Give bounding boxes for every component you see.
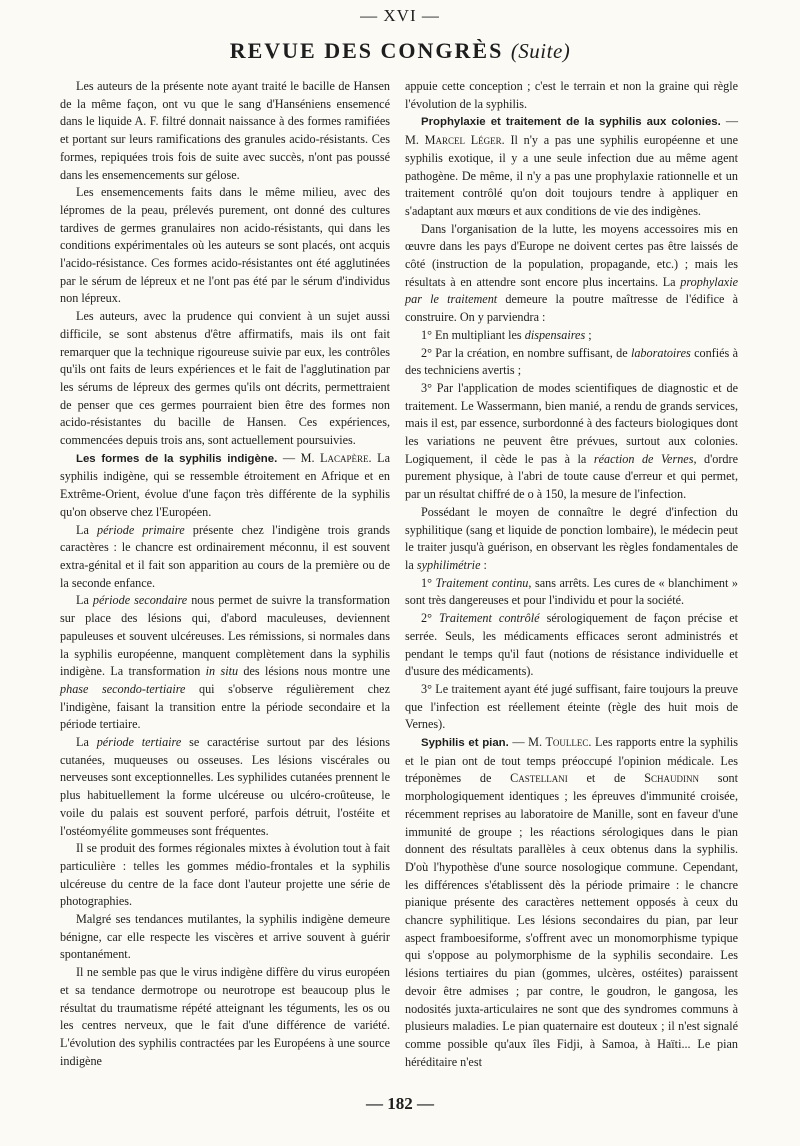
section-heading: Prophylaxie et traitement de la syphilis aux colonies. <box>421 116 721 129</box>
paragraph <box>60 734 390 840</box>
emphasis: réaction de Vernes <box>593 451 694 466</box>
paragraph: appuie cette conception ; c'est le terrain et non la graine qui règle l'évolution de la syphilis. <box>405 79 738 111</box>
right-column <box>405 78 738 1071</box>
paragraph: Il ne semble pas que le virus indigène diffère du virus européen et sa tendance dermotrope ou neurotrope est beaucoup plus le résultat du traumatisme répété atteignant les téguments, les os ou les centres nerveux, que le fait d'une différence de variété. L'évolution des syphilis contractées par les Européens à une source indigène <box>60 965 390 1068</box>
emphasis: dispensaires <box>524 327 586 342</box>
text: et de <box>586 771 626 786</box>
text: présente chez l'indigène trois grands caractères : le chancre est ordinairement méconnu, il est souvent extra-génital et il fait son apparition au cours de la première ou de la seconde enfance. <box>60 522 391 590</box>
emphasis: phase secondo-tertiaire <box>60 681 186 696</box>
emphasis: Traitement continu <box>435 575 529 590</box>
text: La <box>76 735 89 750</box>
title-suffix: (Suite) <box>510 39 571 63</box>
emphasis: période tertiaire <box>96 735 182 750</box>
text: 1° <box>421 575 432 590</box>
text: 1° En multipliant les <box>421 327 522 342</box>
list-item <box>405 345 738 380</box>
emphasis: Traitement contrôlé <box>439 611 540 626</box>
paragraph: Les ensemencements faits dans le même milieu, avec des lépromes de la peau, prélevés purement, ont donné des cultures tardives de germes granulaires non acido-résistants, qui dans les conditions expérimentales où les auteurs se sont placés, ont acquis l'acido-résistance. Ces formes acido-résistantes ont été agglutinées par le sérum de lépreux et ne l'ont pas été par le sérum d'individus non lépreux. <box>60 185 390 306</box>
section-prophylaxie <box>405 113 738 220</box>
section-heading: Syphilis et pian. <box>421 737 509 750</box>
page-roman-number: — XVI — <box>360 6 440 25</box>
text: Dans l'organisation de la lutte, les moyens accessoires mis en œuvre dans les pays d'Europe ne doivent certes pas être laissés de côté (instruction de la population, propagande, etc.) ; mais les résultats à en attendre sont encore plus incertains. La <box>405 221 738 289</box>
author-name: Schaudinn <box>644 771 699 786</box>
emphasis: période secondaire <box>92 593 188 608</box>
text: 2° Par la création, en nombre suffisant, de <box>421 345 628 360</box>
emphasis: prophylaxie par le traitement <box>405 274 738 307</box>
text: , sans arrêts. Les cures de « blanchiment » sont très dangereuses et pour l'individu et pour la société. <box>405 575 739 608</box>
text: La <box>76 522 89 537</box>
paragraph: Les auteurs, avec la prudence qui convient à un sujet aussi difficile, se sont abstenus d'être affirmatifs, mais ils ont fait remarquer que la technique rigoureuse suivie par eux, les contrôles qu'ils ont faits de leurs expériences et le fait de l'agglutination par les sérums de lépreux des germes qu'ils ont décrits, permettraient de penser que ces germes pourraient bien être des formes non acido-résistantes du bacille de Hansen. Ces expériences, commencées depuis trois ans, sont actuellement poursuivies. <box>60 309 390 448</box>
section-author: — M. Marcel Léger. <box>405 114 738 148</box>
author-name: Castellani <box>510 771 568 786</box>
section-author: — M. Toullec. <box>512 735 592 750</box>
list-item <box>405 380 738 504</box>
emphasis: syphilimétrie <box>416 557 481 572</box>
emphasis: période primaire <box>97 522 185 537</box>
text: se caractérise surtout par des lésions cutanées, muqueuses ou osseuses. Les lésions viscérales ou nerveuses sont exceptionnelles. Les syphilides cutanées prennent le plus habituellement la forme ulcéreuse ou ulcéro-croûteuse, le voile du palais est souvent perforé, parfois détruit, l'ostéite et l'ostéomyélite gommeuses sont fréquentes. <box>60 735 391 838</box>
section-syphilis-pian <box>405 734 738 1071</box>
text: qui s'observe régulièrement chez l'indigène, faisant la transition entre la période secondaire et la période tertiaire. <box>60 681 390 732</box>
section-text: Il n'y a pas une syphilis européenne et une syphilis exotique, il y a une seule infection due au même agent pathogène. De même, il n'y a pas une prophylaxie rationnelle et un traitement contrôlé qu'on doit toujours tendre à appliquer en s'adaptant aux mœurs et aux conditions de vie des indigènes. <box>405 133 738 218</box>
emphasis: in situ <box>205 664 239 679</box>
paragraph <box>60 592 390 734</box>
list-item <box>405 327 738 345</box>
page-number: — 182 — <box>366 1094 434 1113</box>
emphasis: laboratoires <box>630 345 691 360</box>
text: sérologiquement de façon précise et serrée. Seuls, les médicaments efficaces seront administrés et pendant le temps qu'il faut (notions de résistance individuelle et d'usure des médicaments). <box>405 611 739 679</box>
text: , d'ordre purement physique, à l'abri de toute cause d'erreur et qui permet, par un résultat chiffré de o à 150, la mesure de l'infection. <box>405 451 738 502</box>
page-title <box>0 38 800 64</box>
text: des lésions nous montre une <box>243 664 391 679</box>
text: demeure la poutre maîtresse de l'édifice à construire. On y parviendra : <box>405 292 739 325</box>
text: sont morphologiquement identiques ; les épreuves d'immunité croisée, récemment reprises au laboratoire de Manille, sont en faveur d'une immunité de groupe ; les réactions sérologiques dans le pian donnent des résultats parallèles à ceux obtenus dans la syphilis. D'où l'hypothèse d'une source nosologique commune. Cependant, les différences s'établissent dès la période primaire : le chancre pianique présente des caractères nettement opposés à ceux du chancre syphilitique. Les lésions secondaires du pian, par leur aspect framboesiforme, s'offrent avec un monomorphisme typique qui s'oppose au polymorphisme de la syphilis secondaire. Les lésions tertiaires du pian (gommes, ulcères, ostéites) paraissent devoir être admises ; par contre, le goudron, le gangosa, les nodosités juxta-articulaires ne sont que des syndromes communs à plusieurs maladies. Le pian quaternaire est douteux ; il n'est signalé comme possible qu'aux îles Fidji, à Samoa, à Haïti... Le pian héréditaire n'est <box>405 771 739 1069</box>
left-column <box>60 78 390 1070</box>
title-main: REVUE DES CONGRÈS <box>229 38 504 63</box>
text: La <box>76 593 89 608</box>
paragraph <box>405 221 738 327</box>
list-item <box>405 610 738 681</box>
paragraph <box>60 522 390 593</box>
text: 3° Par l'application de modes scientifiques de diagnostic et de traitement. Le Wassermann, bien manié, a rendu de grands services, mais il est, par essence, surbordonné à des facteurs biologiques dont les variations ne peuvent être prévues, surtout aux colonies. Logiquement, il cède le pas à la <box>405 380 738 466</box>
text: : <box>483 557 487 572</box>
text: confiés à des techniciens avertis ; <box>405 345 739 378</box>
section-heading: Les formes de la syphilis indigène. <box>76 452 278 465</box>
paragraph: Malgré ses tendances mutilantes, la syphilis indigène demeure bénigne, car elle respecte les viscères et arrive souvent à guérir spontanément. <box>60 912 390 962</box>
text: Possédant le moyen de connaître le degré d'infection du syphilitique (sang et liquide de ponction lombaire), le médecin peut le traiter jusqu'à guérison, en observant les règles fondamentales de la <box>405 504 738 572</box>
paragraph: Les auteurs de la présente note ayant traité le bacille de Hansen de la même façon, ont vu que le sang d'Hanséniens ensemencé dans le liquide A. F. filtré donnait naissance à des formes ramifiées et portant sur leurs ramifications des granules acido-résistants. Ces formes, repiquées trois fois de suite avec succès, n'ont pas poussé dans les ensemencements sur gélose. <box>60 79 390 182</box>
text: ; <box>588 327 592 342</box>
text: 2° <box>421 611 432 626</box>
text: nous permet de suivre la transformation sur place des lésions qui, d'abord maculeuses, deviennent papuleuses et souvent ulcéreuses. Les rémissions, si normales dans la syphilis européenne, manquent complètement dans la syphilis indigène. La transformation <box>60 593 391 679</box>
section-text: La syphilis indigène, qui se ressemble étroitement en Afrique et en Extrême-Orient, évolue d'une façon très différente de la syphilis qu'on observe chez l'Européen. <box>60 450 390 519</box>
list-item <box>405 575 738 610</box>
list-item: 3° Le traitement ayant été jugé suffisant, faire toujours la preuve que l'infection est réellement éteinte (règle des huit mois de Vernes). <box>405 681 738 732</box>
paragraph <box>405 504 738 575</box>
paragraph: Il se produit des formes régionales mixtes à évolution tout à fait particulière : telles les gommes médio-frontales et la syphilis ulcéreuse du centre de la face dont l'auteur projette une série de photographies. <box>60 841 390 909</box>
text: Les rapports entre la syphilis et le pian ont de tout temps préoccupé l'opinion médicale. Les tréponèmes de <box>405 735 739 786</box>
section-syphilis-forms <box>60 450 390 522</box>
section-author: — M. Lacapère. <box>282 450 372 465</box>
